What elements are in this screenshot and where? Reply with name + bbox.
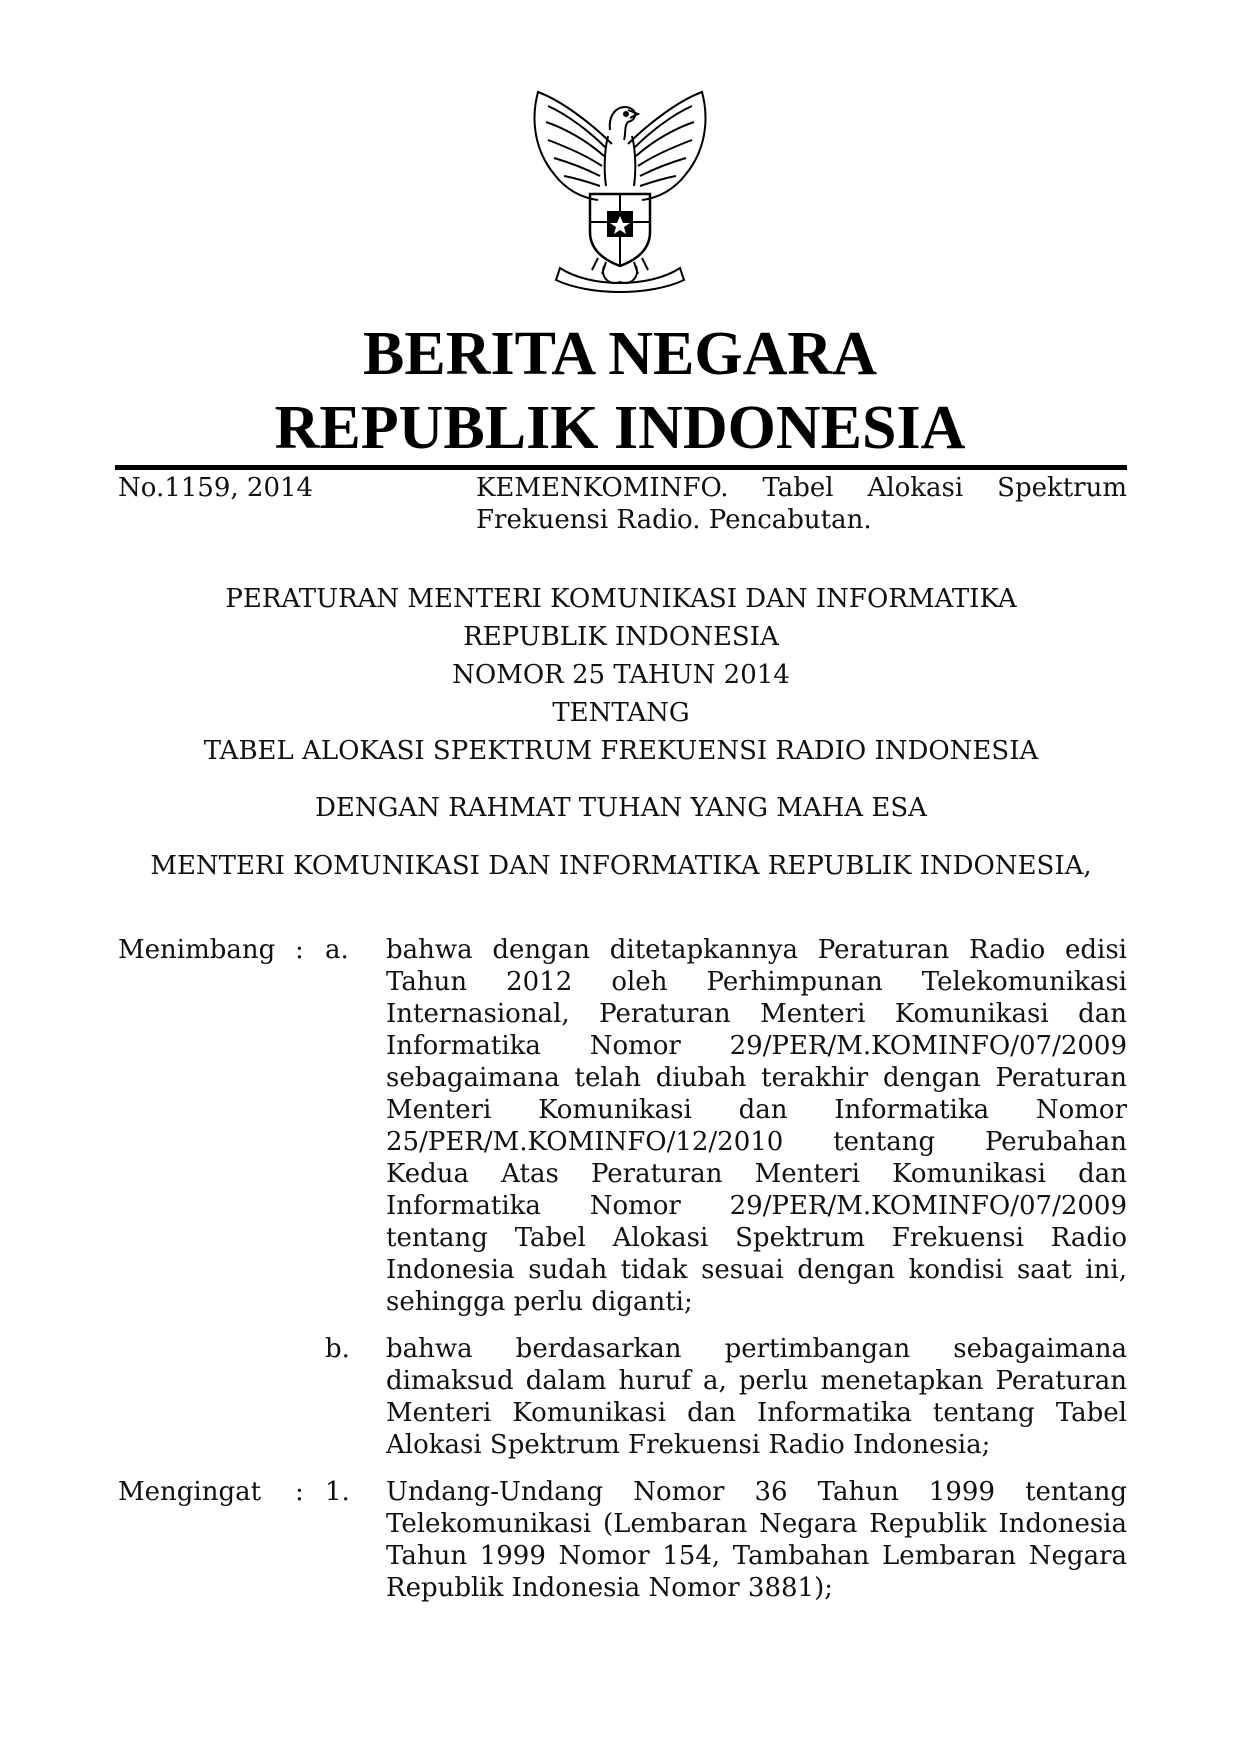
mengingat-colon: :	[295, 1477, 304, 1507]
menimbang-label: Menimbang	[118, 935, 276, 965]
regulation-title-line-1: PERATURAN MENTERI KOMUNIKASI DAN INFORMATIKA	[225, 584, 1017, 614]
gazette-number: No.1159, 2014	[118, 473, 314, 503]
regulation-title-line-2: REPUBLIK INDONESIA	[463, 622, 779, 652]
mengingat-item-1-text: Undang-Undang Nomor 36 Tahun 1999 tentang Telekomunikasi (Lembaran Negara Republik Indonesia Tahun 1999 Nomor 154, Tambahan Lembaran Negara Republik Indonesia Nomor 3881);	[386, 1477, 1127, 1603]
masthead-divider	[115, 465, 1127, 470]
gazette-subject	[476, 472, 1127, 536]
menimbang-item-b-text: bahwa berdasarkan pertimbangan sebagaimana dimaksud dalam huruf a, perlu menetapkan Peraturan Menteri Komunikasi dan Informatika tentang Tabel Alokasi Spektrum Frekuensi Radio Indonesia;	[386, 1334, 1127, 1460]
menimbang-item-a-marker: a.	[325, 935, 349, 965]
mengingat-item-1-marker: 1.	[325, 1477, 350, 1507]
gazette-subject-line-1: KEMENKOMINFO. Tabel Alokasi Spektrum	[476, 473, 1127, 503]
menimbang-colon: :	[295, 935, 304, 965]
masthead-subtitle: REPUBLIK INDONESIA	[274, 394, 966, 462]
regulation-tentang: TENTANG	[552, 698, 690, 728]
masthead-title: BERITA NEGARA	[363, 320, 877, 388]
regulation-number: NOMOR 25 TAHUN 2014	[452, 660, 790, 690]
regulation-subject: TABEL ALOKASI SPEKTRUM FREKUENSI RADIO INDONESIA	[203, 736, 1039, 766]
garuda-pancasila-emblem-icon	[520, 82, 720, 294]
gazette-subject-line-2: Frekuensi Radio. Pencabutan.	[476, 505, 872, 535]
authority: MENTERI KOMUNIKASI DAN INFORMATIKA REPUBLIK INDONESIA,	[150, 851, 1092, 881]
menimbang-item-b-marker: b.	[325, 1334, 350, 1364]
invocation: DENGAN RAHMAT TUHAN YANG MAHA ESA	[315, 793, 927, 823]
mengingat-label: Mengingat	[118, 1477, 262, 1507]
menimbang-item-a-text: bahwa dengan ditetapkannya Peraturan Radio edisi Tahun 2012 oleh Perhimpunan Telekomunikasi Internasional, Peraturan Menteri Komunikasi dan Informatika Nomor 29/PER/M.KOMINFO/07/2009 sebagaimana telah diubah terakhir dengan Peraturan Menteri Komunikasi dan Informatika Nomor 25/PER/M.KOMINFO/12/2010 tentang Perubahan Kedua Atas Peraturan Menteri Komunikasi dan Informatika Nomor 29/PER/M.KOMINFO/07/2009 tentang Tabel Alokasi Spektrum Frekuensi Radio Indonesia sudah tidak sesuai dengan kondisi saat ini, sehingga perlu diganti;	[386, 935, 1127, 1317]
